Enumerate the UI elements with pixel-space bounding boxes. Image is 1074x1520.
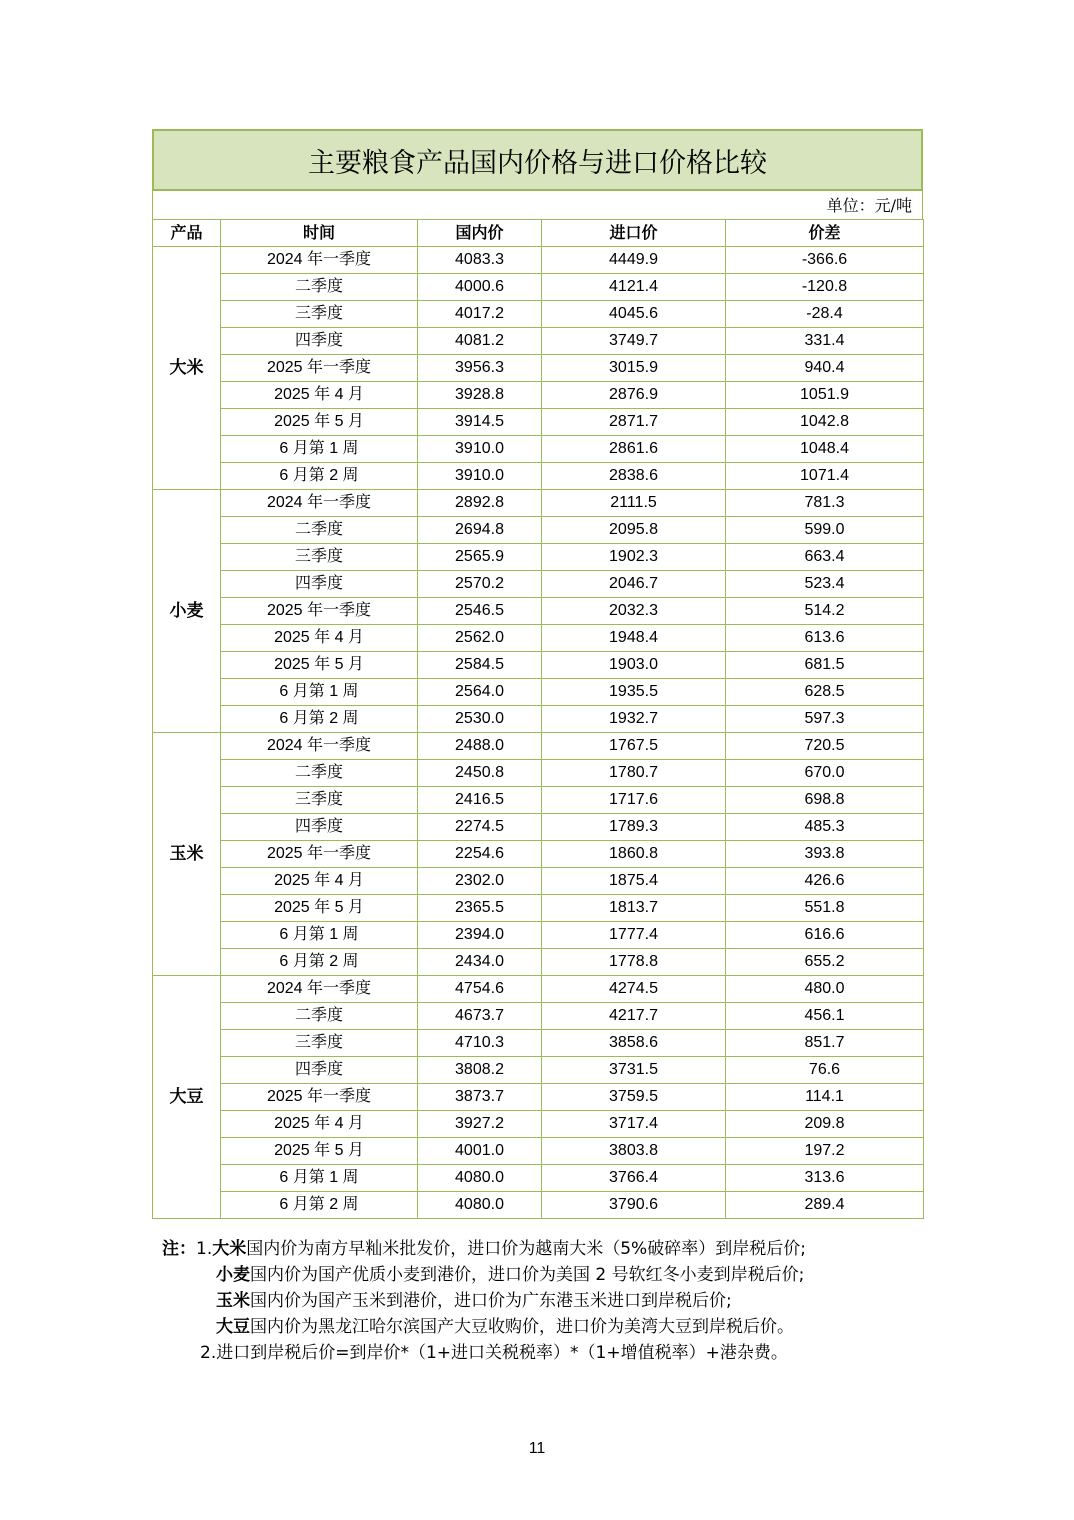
cell-import-price: 1935.5: [542, 679, 726, 706]
cell-price-difference: 480.0: [726, 976, 924, 1003]
note-rice-text: 国内价为南方早籼米批发价，进口价为越南大米（5%破碎率）到岸税后价;: [246, 1239, 806, 1259]
cell-domestic-price: 2416.5: [418, 787, 542, 814]
table-header-row: [153, 220, 924, 247]
cell-domestic-price: 2562.0: [418, 625, 542, 652]
cell-price-difference: 456.1: [726, 1003, 924, 1030]
cell-domestic-price: 2892.8: [418, 490, 542, 517]
cell-import-price: 4217.7: [542, 1003, 726, 1030]
cell-time: 二季度: [221, 760, 418, 787]
table-row: [153, 490, 924, 517]
table-row: [153, 436, 924, 463]
cell-domestic-price: 4673.7: [418, 1003, 542, 1030]
table-row: [153, 382, 924, 409]
cell-domestic-price: 3808.2: [418, 1057, 542, 1084]
table-row: [153, 733, 924, 760]
cell-product: 小麦: [153, 490, 221, 733]
cell-price-difference: 1042.8: [726, 409, 924, 436]
cell-time: 2024 年一季度: [221, 247, 418, 274]
cell-import-price: 2861.6: [542, 436, 726, 463]
note-corn-product: 玉米: [216, 1291, 250, 1311]
cell-domestic-price: 2365.5: [418, 895, 542, 922]
cell-import-price: 3015.9: [542, 355, 726, 382]
cell-domestic-price: 4000.6: [418, 274, 542, 301]
note-number-1: 1.: [196, 1239, 213, 1259]
table-row: [153, 517, 924, 544]
cell-domestic-price: 4080.0: [418, 1192, 542, 1219]
table-row: [153, 1057, 924, 1084]
table-row: [153, 868, 924, 895]
cell-domestic-price: 2564.0: [418, 679, 542, 706]
cell-price-difference: 616.6: [726, 922, 924, 949]
cell-time: 2025 年 4 月: [221, 868, 418, 895]
cell-import-price: 2046.7: [542, 571, 726, 598]
cell-time: 6 月第 1 周: [221, 679, 418, 706]
note-wheat-product: 小麦: [216, 1265, 250, 1285]
table-row: [153, 652, 924, 679]
table-row: [153, 1165, 924, 1192]
cell-time: 二季度: [221, 517, 418, 544]
cell-domestic-price: 2570.2: [418, 571, 542, 598]
cell-import-price: 1860.8: [542, 841, 726, 868]
cell-domestic-price: 2434.0: [418, 949, 542, 976]
note-rice-product: 大米: [212, 1239, 247, 1259]
cell-time: 二季度: [221, 1003, 418, 1030]
cell-import-price: 4045.6: [542, 301, 726, 328]
cell-price-difference: 613.6: [726, 625, 924, 652]
table-row: [153, 1030, 924, 1057]
cell-import-price: 1813.7: [542, 895, 726, 922]
cell-domestic-price: 2694.8: [418, 517, 542, 544]
cell-import-price: 1767.5: [542, 733, 726, 760]
header-price-difference: 价差: [726, 220, 924, 247]
cell-time: 2024 年一季度: [221, 733, 418, 760]
table-row: [153, 895, 924, 922]
cell-product: 大米: [153, 247, 221, 490]
table-row: [153, 706, 924, 733]
cell-price-difference: 523.4: [726, 571, 924, 598]
note-soybean-text: 国内价为黑龙江哈尔滨国产大豆收购价，进口价为美湾大豆到岸税后价。: [250, 1317, 794, 1337]
cell-import-price: 2871.7: [542, 409, 726, 436]
cell-time: 2025 年 5 月: [221, 1138, 418, 1165]
cell-time: 三季度: [221, 1030, 418, 1057]
cell-import-price: 3766.4: [542, 1165, 726, 1192]
cell-price-difference: 197.2: [726, 1138, 924, 1165]
cell-time: 四季度: [221, 328, 418, 355]
cell-time: 2025 年一季度: [221, 841, 418, 868]
cell-domestic-price: 4081.2: [418, 328, 542, 355]
cell-import-price: 1903.0: [542, 652, 726, 679]
table-row: [153, 1111, 924, 1138]
cell-time: 6 月第 2 周: [221, 463, 418, 490]
cell-time: 2025 年一季度: [221, 1084, 418, 1111]
cell-import-price: 2838.6: [542, 463, 726, 490]
cell-time: 三季度: [221, 301, 418, 328]
cell-time: 2025 年一季度: [221, 355, 418, 382]
cell-import-price: 1948.4: [542, 625, 726, 652]
table-row: [153, 328, 924, 355]
cell-price-difference: 76.6: [726, 1057, 924, 1084]
cell-import-price: 2111.5: [542, 490, 726, 517]
cell-price-difference: 551.8: [726, 895, 924, 922]
cell-import-price: 1778.8: [542, 949, 726, 976]
cell-domestic-price: 2302.0: [418, 868, 542, 895]
cell-price-difference: 851.7: [726, 1030, 924, 1057]
cell-time: 6 月第 1 周: [221, 922, 418, 949]
cell-domestic-price: 3914.5: [418, 409, 542, 436]
cell-domestic-price: 4080.0: [418, 1165, 542, 1192]
cell-time: 2024 年一季度: [221, 490, 418, 517]
header-domestic-price: 国内价: [418, 220, 542, 247]
cell-price-difference: 1048.4: [726, 436, 924, 463]
cell-price-difference: 209.8: [726, 1111, 924, 1138]
cell-product: 玉米: [153, 733, 221, 976]
cell-domestic-price: 4754.6: [418, 976, 542, 1003]
cell-domestic-price: 3927.2: [418, 1111, 542, 1138]
cell-price-difference: 781.3: [726, 490, 924, 517]
cell-price-difference: 698.8: [726, 787, 924, 814]
cell-domestic-price: 2546.5: [418, 598, 542, 625]
cell-price-difference: 514.2: [726, 598, 924, 625]
cell-domestic-price: 4083.3: [418, 247, 542, 274]
cell-import-price: 3749.7: [542, 328, 726, 355]
cell-product: 大豆: [153, 976, 221, 1219]
cell-import-price: 1902.3: [542, 544, 726, 571]
cell-domestic-price: 3910.0: [418, 463, 542, 490]
cell-time: 6 月第 1 周: [221, 436, 418, 463]
cell-price-difference: 485.3: [726, 814, 924, 841]
note-corn-text: 国内价为国产玉米到港价，进口价为广东港玉米进口到岸税后价;: [250, 1291, 732, 1311]
cell-domestic-price: 2450.8: [418, 760, 542, 787]
cell-domestic-price: 2254.6: [418, 841, 542, 868]
cell-price-difference: 599.0: [726, 517, 924, 544]
cell-domestic-price: 2488.0: [418, 733, 542, 760]
cell-time: 6 月第 2 周: [221, 949, 418, 976]
cell-price-difference: -28.4: [726, 301, 924, 328]
table-row: [153, 301, 924, 328]
cell-import-price: 1717.6: [542, 787, 726, 814]
cell-import-price: 3803.8: [542, 1138, 726, 1165]
cell-import-price: 4274.5: [542, 976, 726, 1003]
notes-section: [162, 1236, 922, 1366]
table-row: [153, 625, 924, 652]
cell-time: 三季度: [221, 787, 418, 814]
table-row: [153, 841, 924, 868]
header-import-price: 进口价: [542, 220, 726, 247]
cell-time: 2025 年 5 月: [221, 409, 418, 436]
cell-import-price: 3858.6: [542, 1030, 726, 1057]
cell-price-difference: 628.5: [726, 679, 924, 706]
table-row: [153, 247, 924, 274]
cell-time: 四季度: [221, 571, 418, 598]
table-row: [153, 760, 924, 787]
cell-time: 2025 年 5 月: [221, 895, 418, 922]
cell-import-price: 1777.4: [542, 922, 726, 949]
note-rice: [162, 1236, 922, 1262]
unit-label: 单位：元/吨: [152, 191, 923, 219]
table-row: [153, 544, 924, 571]
table-row: [153, 571, 924, 598]
cell-price-difference: 720.5: [726, 733, 924, 760]
cell-domestic-price: 3956.3: [418, 355, 542, 382]
cell-time: 2025 年 5 月: [221, 652, 418, 679]
note-wheat: [162, 1262, 922, 1288]
table-row: [153, 598, 924, 625]
cell-price-difference: 313.6: [726, 1165, 924, 1192]
price-comparison-table-container: [152, 129, 923, 1219]
cell-domestic-price: 2274.5: [418, 814, 542, 841]
table-row: [153, 922, 924, 949]
cell-price-difference: 426.6: [726, 868, 924, 895]
cell-price-difference: 663.4: [726, 544, 924, 571]
table-row: [153, 787, 924, 814]
cell-import-price: 2032.3: [542, 598, 726, 625]
cell-import-price: 1932.7: [542, 706, 726, 733]
note-formula: 2.进口到岸税后价=到岸价*（1+进口关税税率）*（1+增值税率）+港杂费。: [200, 1343, 788, 1363]
cell-domestic-price: 2584.5: [418, 652, 542, 679]
header-product: 产品: [153, 220, 221, 247]
price-comparison-table: [152, 219, 924, 1219]
note-corn: [162, 1288, 922, 1314]
cell-time: 2025 年一季度: [221, 598, 418, 625]
cell-time: 2025 年 4 月: [221, 1111, 418, 1138]
cell-domestic-price: 4017.2: [418, 301, 542, 328]
cell-time: 6 月第 2 周: [221, 706, 418, 733]
cell-import-price: 4121.4: [542, 274, 726, 301]
cell-domestic-price: 3910.0: [418, 436, 542, 463]
cell-import-price: 4449.9: [542, 247, 726, 274]
cell-price-difference: 681.5: [726, 652, 924, 679]
table-row: [153, 976, 924, 1003]
cell-import-price: 1780.7: [542, 760, 726, 787]
cell-price-difference: 331.4: [726, 328, 924, 355]
cell-price-difference: 940.4: [726, 355, 924, 382]
cell-time: 2025 年 4 月: [221, 382, 418, 409]
cell-time: 2025 年 4 月: [221, 625, 418, 652]
cell-import-price: 3717.4: [542, 1111, 726, 1138]
cell-import-price: 3759.5: [542, 1084, 726, 1111]
cell-domestic-price: 4710.3: [418, 1030, 542, 1057]
table-row: [153, 1084, 924, 1111]
cell-domestic-price: 3928.8: [418, 382, 542, 409]
note-wheat-text: 国内价为国产优质小麦到港价，进口价为美国 2 号软红冬小麦到岸税后价;: [250, 1265, 805, 1285]
cell-domestic-price: 2530.0: [418, 706, 542, 733]
cell-price-difference: -366.6: [726, 247, 924, 274]
cell-price-difference: 597.3: [726, 706, 924, 733]
cell-import-price: 3731.5: [542, 1057, 726, 1084]
table-row: [153, 814, 924, 841]
note-soybean: [162, 1314, 922, 1340]
cell-price-difference: 289.4: [726, 1192, 924, 1219]
cell-import-price: 1875.4: [542, 868, 726, 895]
cell-time: 三季度: [221, 544, 418, 571]
table-row: [153, 355, 924, 382]
note-soybean-product: 大豆: [216, 1317, 250, 1337]
cell-domestic-price: 4001.0: [418, 1138, 542, 1165]
table-row: [153, 1003, 924, 1030]
cell-import-price: 2876.9: [542, 382, 726, 409]
cell-import-price: 2095.8: [542, 517, 726, 544]
cell-time: 四季度: [221, 814, 418, 841]
table-row: [153, 949, 924, 976]
table-body: [153, 247, 924, 1219]
cell-price-difference: 670.0: [726, 760, 924, 787]
cell-price-difference: 393.8: [726, 841, 924, 868]
cell-time: 二季度: [221, 274, 418, 301]
cell-price-difference: 1051.9: [726, 382, 924, 409]
cell-domestic-price: 3873.7: [418, 1084, 542, 1111]
cell-price-difference: 655.2: [726, 949, 924, 976]
cell-price-difference: 114.1: [726, 1084, 924, 1111]
table-title: 主要粮食产品国内价格与进口价格比较: [152, 129, 923, 191]
table-row: [153, 1138, 924, 1165]
notes-label: 注：: [162, 1239, 196, 1259]
table-row: [153, 463, 924, 490]
table-row: [153, 274, 924, 301]
table-row: [153, 679, 924, 706]
cell-price-difference: -120.8: [726, 274, 924, 301]
page-number: 11: [528, 1440, 546, 1457]
cell-time: 四季度: [221, 1057, 418, 1084]
cell-time: 6 月第 1 周: [221, 1165, 418, 1192]
cell-time: 6 月第 2 周: [221, 1192, 418, 1219]
table-row: [153, 409, 924, 436]
cell-price-difference: 1071.4: [726, 463, 924, 490]
cell-import-price: 3790.6: [542, 1192, 726, 1219]
cell-domestic-price: 2394.0: [418, 922, 542, 949]
header-time: 时间: [221, 220, 418, 247]
cell-import-price: 1789.3: [542, 814, 726, 841]
table-row: [153, 1192, 924, 1219]
cell-domestic-price: 2565.9: [418, 544, 542, 571]
cell-time: 2024 年一季度: [221, 976, 418, 1003]
